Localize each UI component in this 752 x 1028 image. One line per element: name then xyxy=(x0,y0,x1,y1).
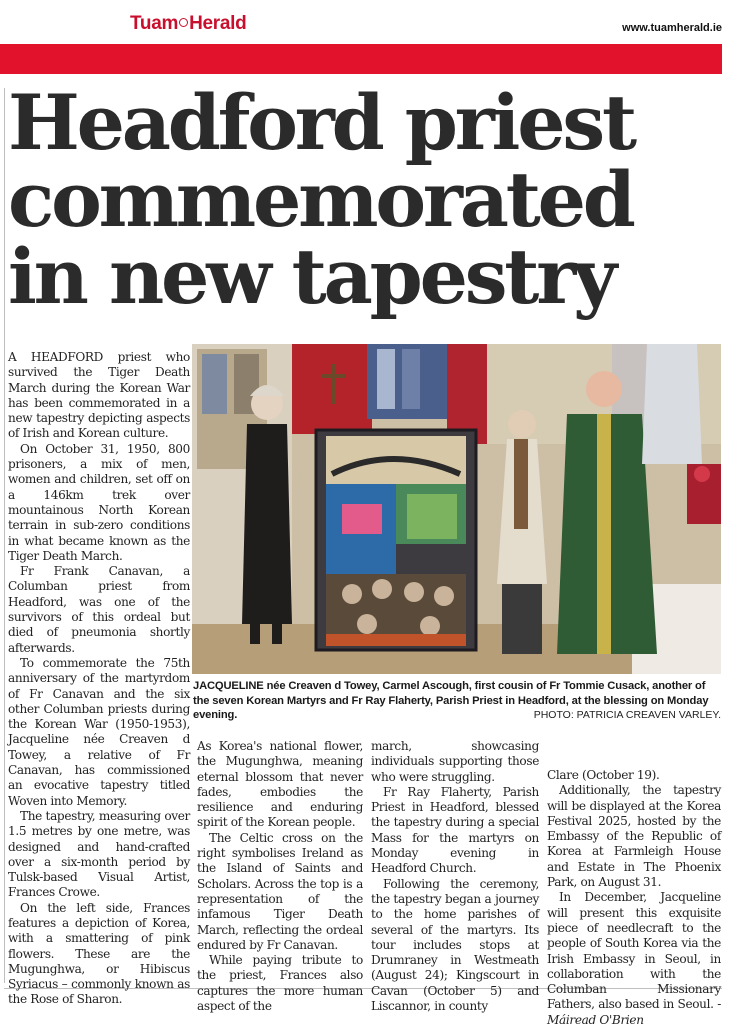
paragraph: Fr Ray Flaherty, Parish Priest in Headford, blessed the tapestry during a special Mass for the martyrs on Monday evening in Headford Church. xyxy=(371,784,539,876)
paragraph: march, showcasing individuals supporting those who were struggling. xyxy=(371,739,539,784)
paragraph: As Korea's national flower, the Mugunghwa, meaning eternal blossom that never fades, embodies the resilience and enduring spirit of the Korean people. xyxy=(197,739,363,830)
logo-divider-icon xyxy=(179,18,188,27)
article-photo xyxy=(192,344,721,674)
article-column-1 xyxy=(8,350,190,1008)
left-divider xyxy=(4,88,5,983)
paragraph: Additionally, the tapestry will be displayed at the Korea Festival 2025, hosted by the Embassy of the Republic of Korea at Farmleigh House and Estate in The Phoenix Park, on August 31. xyxy=(547,783,721,890)
paragraph: The tapestry, measuring over 1.5 metres by one metre, was designed and hand-crafted over a six-month period by Tulsk-based Visual Artist, Frances Crowe. xyxy=(8,808,190,900)
paragraph: Fr Frank Canavan, a Columban priest from Headford, was one of the survivors of this ordeal but died of pneumonia shortly afterwards. xyxy=(8,564,190,655)
photo-caption: JACQUELINE née Creaven d Towey, Carmel Ascough, first cousin of Fr Tommie Cusack, another of the seven Korean Martyrs and Fr Ray Flaherty, Parish Priest in Headford, at the blessing on Monday evening. xyxy=(193,680,709,722)
paragraph: Clare (October 19). xyxy=(547,768,660,782)
article-column-4 xyxy=(547,768,721,1028)
paragraph: While paying tribute to the priest, Frances also captures the more human aspect of the xyxy=(197,953,363,1014)
paragraph: On the left side, Frances features a depiction of Korea, with a smattering of pink flowers. These are the Mugunghwa, or Hibiscus Syriacus – commonly known as the Rose of Sharon. xyxy=(8,900,190,1007)
tuam-herald-logo[interactable] xyxy=(130,13,246,35)
author-signature: Máiread O'Brien xyxy=(547,1012,644,1027)
article-headline: Headford priest commemorated in new tapestry xyxy=(8,78,634,321)
header-red-bar xyxy=(0,44,722,74)
paragraph: The Celtic cross on the right symbolises Ireland as the Island of Saints and Scholars. Across the top is a representation of the infamous Tiger Death March, reflecting the ordeal endured by Fr Canavan. xyxy=(197,830,363,952)
paragraph: Following the ceremony, the tapestry began a journey to the home parishes of several of the martyrs. Its tour includes stops at Drumraney in Westmeath (August 24); Kingscourt in Cavan (October 5) and Liscannor, in county xyxy=(371,876,539,1014)
paragraph: On October 31, 1950, 800 prisoners, a mix of men, women and children, set off on a 146km trek over mountainous North Korean terrain in sub-zero conditions in what became known as the Tiger Death March. xyxy=(8,441,190,563)
paragraph-text: In December, Jacqueline will present this exquisite piece of needlecraft to the people of South Korea via the Irish Embassy in Seoul, in collaboration with the Columban Missionary Fathers, also based in Seoul. xyxy=(547,890,721,1012)
site-url[interactable]: www.tuamherald.ie xyxy=(622,22,722,34)
article-column-2 xyxy=(197,739,363,1014)
paragraph: In December, Jacqueline will present this exquisite piece of needlecraft to the people of South Korea via the Irish Embassy in Seoul, in collaboration with the Columban Missionary Fathers, also based in Seoul. - Máiread O'Brien xyxy=(547,890,721,1027)
paragraph: A HEADFORD priest who survived the Tiger Death March during the Korean War has been commemorated in a new tapestry depicting aspects of Irish and Korean culture. xyxy=(8,350,190,441)
article-column-3 xyxy=(371,739,539,1014)
masthead xyxy=(0,0,752,44)
logo-text-herald: Herald xyxy=(189,13,247,34)
logo-text-tuam: Tuam xyxy=(130,13,179,34)
tapestry-photo-illustration xyxy=(192,344,721,674)
photo-credit: PHOTO: PATRICIA CREAVEN VARLEY. xyxy=(533,709,721,721)
paragraph: To commemorate the 75th anniversary of the martyrdom of Fr Canavan and the six other Columban priests during the Korean War (1950-1953), Jacqueline née Creaven d Towey, a relative of Fr Canavan, has commissioned an evocative tapestry titled Woven into Memory. xyxy=(8,655,190,808)
